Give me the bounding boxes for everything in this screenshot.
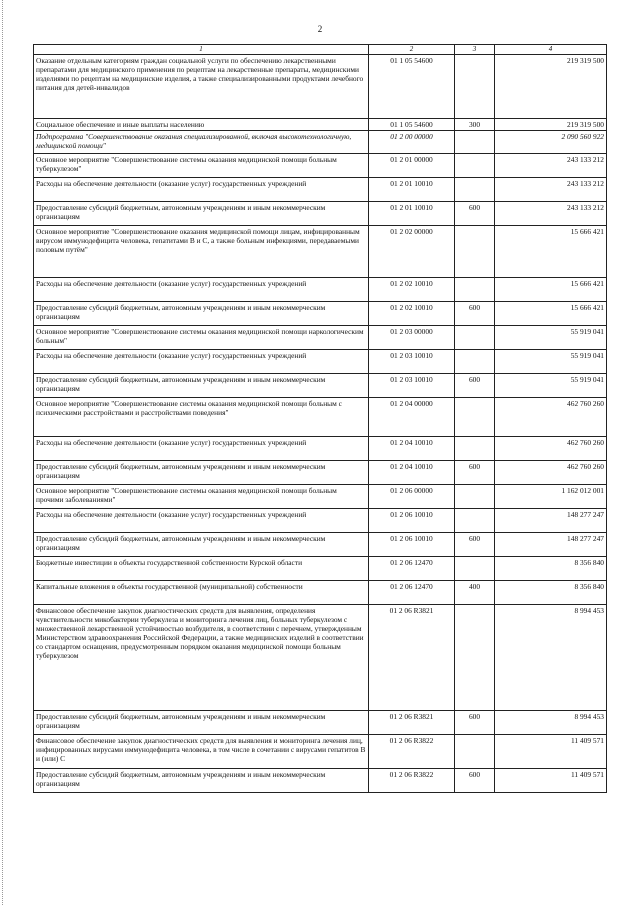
- row-type: [455, 153, 495, 177]
- row-code: 01 2 01 10010: [369, 177, 455, 201]
- row-name: Предоставление субсидий бюджетным, автономным учреждениям и иным некоммерческим организациям: [34, 460, 369, 484]
- row-sum: 8 356 840: [495, 556, 607, 580]
- row-code: 01 2 02 10010: [369, 277, 455, 301]
- row-code: 01 2 06 12470: [369, 580, 455, 604]
- row-type: 600: [455, 201, 495, 225]
- row-name: Предоставление субсидий бюджетным, автономным учреждениям и иным некоммерческим организациям: [34, 532, 369, 556]
- row-name: Предоставление субсидий бюджетным, автономным учреждениям и иным некоммерческим организациям: [34, 768, 369, 792]
- row-type: 600: [455, 768, 495, 792]
- table-header-row: [34, 45, 607, 55]
- row-code: 01 2 06 10010: [369, 532, 455, 556]
- row-type: [455, 225, 495, 277]
- row-code: 01 2 06 R3821: [369, 604, 455, 710]
- table-row: [34, 556, 607, 580]
- row-sum: 55 919 041: [495, 373, 607, 397]
- row-sum: 462 760 260: [495, 436, 607, 460]
- row-name: Предоставление субсидий бюджетным, автономным учреждениям и иным некоммерческим организациям: [34, 301, 369, 325]
- row-code: 01 2 06 12470: [369, 556, 455, 580]
- table-row: [34, 349, 607, 373]
- row-code: 01 2 01 10010: [369, 201, 455, 225]
- table-row: [34, 710, 607, 734]
- row-type: 600: [455, 710, 495, 734]
- row-name: Расходы на обеспечение деятельности (оказание услуг) государственных учреждений: [34, 177, 369, 201]
- row-name: Финансовое обеспечение закупок диагностических средств для выявления, определения чувствительности микобактерии туберкулеза и мониторинга лечения лиц, больных туберкулезом с множественной лекарственной устойчивостью возбудителя, в соответствии с перечнем, утвержденным Министерством здравоохранения Российской Федерации, а также медицинских изделий в соответствии со стандартом оснащения, предусмотренным порядком оказания медицинской помощи больным туберкулезом: [34, 604, 369, 710]
- row-sum: 243 133 212: [495, 177, 607, 201]
- row-code: 01 2 06 R3822: [369, 768, 455, 792]
- row-type: [455, 508, 495, 532]
- row-name: Основное мероприятие "Совершенствование системы оказания медицинской помощи больным туберкулезом": [34, 153, 369, 177]
- table-row: [34, 130, 607, 153]
- table-row: [34, 177, 607, 201]
- row-sum: 148 277 247: [495, 508, 607, 532]
- table-row: [34, 768, 607, 792]
- row-sum: 11 409 571: [495, 768, 607, 792]
- row-sum: 243 133 212: [495, 201, 607, 225]
- row-code: 01 2 01 00000: [369, 153, 455, 177]
- row-name: Подпрограмма "Совершенствование оказания специализированной, включая высокотехнологичную, медицинской помощи": [34, 130, 369, 153]
- table-row: [34, 460, 607, 484]
- budget-table: [33, 44, 607, 793]
- header-col-2: 2: [369, 45, 455, 55]
- scan-edge-marks: [2, 0, 5, 905]
- row-type: [455, 397, 495, 436]
- row-name: Предоставление субсидий бюджетным, автономным учреждениям и иным некоммерческим организациям: [34, 373, 369, 397]
- row-sum: 8 994 453: [495, 604, 607, 710]
- row-code: 01 1 05 54600: [369, 118, 455, 130]
- row-sum: 11 409 571: [495, 734, 607, 768]
- table-row: [34, 397, 607, 436]
- row-name: Капитальные вложения в объекты государственной (муниципальной) собственности: [34, 580, 369, 604]
- row-code: 01 2 03 10010: [369, 373, 455, 397]
- row-code: 01 2 04 00000: [369, 397, 455, 436]
- row-type: [455, 130, 495, 153]
- row-name: Предоставление субсидий бюджетным, автономным учреждениям и иным некоммерческим организациям: [34, 710, 369, 734]
- row-type: [455, 436, 495, 460]
- header-col-4: 4: [495, 45, 607, 55]
- table-row: [34, 734, 607, 768]
- table-row: [34, 325, 607, 349]
- row-type: 300: [455, 118, 495, 130]
- row-sum: 219 319 500: [495, 118, 607, 130]
- row-sum: 462 760 260: [495, 397, 607, 436]
- row-sum: 148 277 247: [495, 532, 607, 556]
- row-code: 01 2 04 10010: [369, 436, 455, 460]
- row-sum: 15 666 421: [495, 301, 607, 325]
- row-sum: 219 319 500: [495, 54, 607, 118]
- row-sum: 8 356 840: [495, 580, 607, 604]
- row-type: [455, 349, 495, 373]
- table-row: [34, 373, 607, 397]
- row-code: 01 1 05 54600: [369, 54, 455, 118]
- row-type: 400: [455, 580, 495, 604]
- page-number: 2: [317, 24, 323, 34]
- header-col-1: 1: [34, 45, 369, 55]
- header-col-3: 3: [455, 45, 495, 55]
- row-type: [455, 177, 495, 201]
- row-code: 01 2 03 00000: [369, 325, 455, 349]
- row-code: 01 2 06 R3822: [369, 734, 455, 768]
- row-name: Социальное обеспечение и иные выплаты населению: [34, 118, 369, 130]
- table-row: [34, 118, 607, 130]
- table-row: [34, 54, 607, 118]
- row-name: Основное мероприятие "Совершенствование оказания медицинской помощи лицам, инфицированным вирусом иммунодефицита человека, гепатитами В и С, а также больным инфекциями, передаваемыми половым путём": [34, 225, 369, 277]
- row-code: 01 2 06 00000: [369, 484, 455, 508]
- row-type: [455, 277, 495, 301]
- row-name: Расходы на обеспечение деятельности (оказание услуг) государственных учреждений: [34, 277, 369, 301]
- row-code: 01 2 02 10010: [369, 301, 455, 325]
- row-type: [455, 604, 495, 710]
- row-name: Оказание отдельным категориям граждан социальной услуги по обеспечению лекарственными препаратами для медицинского применения по рецептам на лекарственные препараты, медицинскими изделиями по рецептам на медицинские изделия, а также специализированными продуктами лечебного питания для детей-инвалидов: [34, 54, 369, 118]
- row-code: 01 2 03 10010: [369, 349, 455, 373]
- row-code: 01 2 02 00000: [369, 225, 455, 277]
- row-code: 01 2 00 00000: [369, 130, 455, 153]
- row-sum: 15 666 421: [495, 225, 607, 277]
- row-sum: 55 919 041: [495, 349, 607, 373]
- table-row: [34, 436, 607, 460]
- row-type: [455, 484, 495, 508]
- row-name: Основное мероприятие "Совершенствование системы оказания медицинской помощи больным с психическими расстройствами и расстройствами поведения": [34, 397, 369, 436]
- row-type: [455, 325, 495, 349]
- row-type: 600: [455, 460, 495, 484]
- table-row: [34, 201, 607, 225]
- row-sum: 2 090 560 922: [495, 130, 607, 153]
- row-name: Основное мероприятие "Совершенствование системы оказания медицинской помощи наркологическим больным": [34, 325, 369, 349]
- row-sum: 462 760 260: [495, 460, 607, 484]
- row-code: 01 2 04 10010: [369, 460, 455, 484]
- row-code: 01 2 06 10010: [369, 508, 455, 532]
- row-sum: 243 133 212: [495, 153, 607, 177]
- row-sum: 15 666 421: [495, 277, 607, 301]
- row-type: 600: [455, 301, 495, 325]
- row-sum: 8 994 453: [495, 710, 607, 734]
- row-name: Расходы на обеспечение деятельности (оказание услуг) государственных учреждений: [34, 508, 369, 532]
- table-row: [34, 153, 607, 177]
- table-row: [34, 277, 607, 301]
- table-row: [34, 604, 607, 710]
- row-code: 01 2 06 R3821: [369, 710, 455, 734]
- table-row: [34, 225, 607, 277]
- table-row: [34, 301, 607, 325]
- row-name: Расходы на обеспечение деятельности (оказание услуг) государственных учреждений: [34, 349, 369, 373]
- row-name: Финансовое обеспечение закупок диагностических средств для выявления и мониторинга лечения лиц, инфицированных вирусами иммунодефицита человека, в том числе в сочетании с вирусами гепатитов В и (или) С: [34, 734, 369, 768]
- row-type: [455, 734, 495, 768]
- row-sum: 1 162 012 001: [495, 484, 607, 508]
- table-row: [34, 484, 607, 508]
- row-type: [455, 556, 495, 580]
- row-type: 600: [455, 373, 495, 397]
- row-sum: 55 919 041: [495, 325, 607, 349]
- row-type: 600: [455, 532, 495, 556]
- row-name: Бюджетные инвестиции в объекты государственной собственности Курской области: [34, 556, 369, 580]
- row-name: Основное мероприятие "Совершенствование системы оказания медицинской помощи больным прочими заболеваниями": [34, 484, 369, 508]
- table-row: [34, 580, 607, 604]
- table-row: [34, 508, 607, 532]
- row-name: Предоставление субсидий бюджетным, автономным учреждениям и иным некоммерческим организациям: [34, 201, 369, 225]
- table-row: [34, 532, 607, 556]
- row-type: [455, 54, 495, 118]
- row-name: Расходы на обеспечение деятельности (оказание услуг) государственных учреждений: [34, 436, 369, 460]
